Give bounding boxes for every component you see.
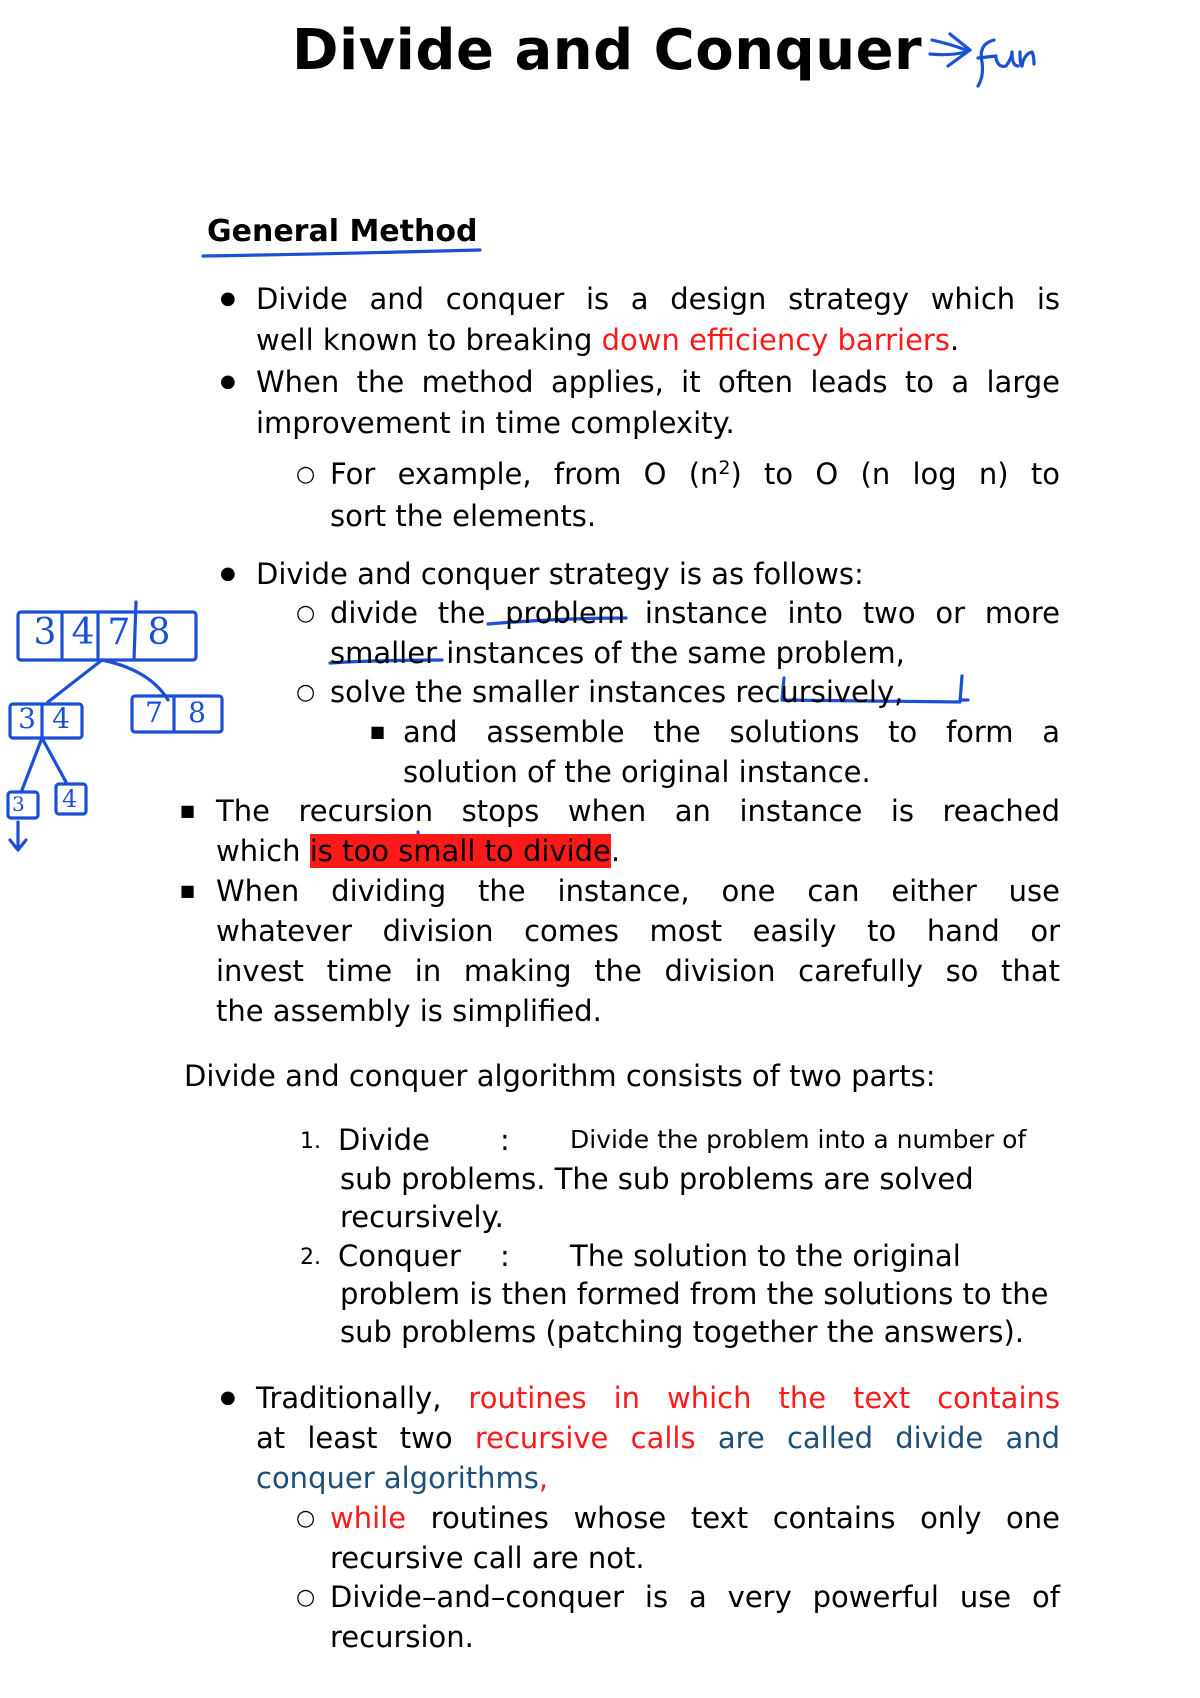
- red-text: recursive calls: [474, 1421, 696, 1455]
- part-desc: Divide the problem into a number of: [570, 1125, 1027, 1154]
- bullet-dot: ●: [220, 288, 236, 309]
- while-line: recursive call are not.: [330, 1541, 645, 1575]
- tree-digit: 7: [107, 612, 131, 653]
- strategy-line: and assemble the solutions to form a: [403, 715, 1060, 749]
- dc-line: recursion.: [330, 1620, 474, 1654]
- blue-text: conquer algorithms: [256, 1461, 539, 1495]
- circle-bullet: ○: [296, 601, 316, 626]
- bullet-line: improvement in time complexity.: [256, 406, 735, 440]
- tree-right-digits: [134, 696, 220, 729]
- part-colon: :: [500, 1123, 510, 1157]
- square-bullet: ■: [180, 881, 196, 900]
- part-number: 2.: [300, 1245, 321, 1270]
- part-name: Divide: [338, 1123, 430, 1157]
- text-span: Traditionally,: [256, 1381, 469, 1415]
- red-text: routines in which the text contains: [468, 1381, 1060, 1415]
- bullet-line: [256, 320, 959, 360]
- red-text: down efficiency barriers: [601, 323, 950, 357]
- tree-leaf-digit: 3: [12, 792, 25, 816]
- section-heading: General Method: [207, 214, 478, 249]
- blue-text: are called divide and: [695, 1421, 1061, 1455]
- heading-underline: [203, 250, 480, 256]
- strategy-line: solve the smaller instances recursively,: [330, 675, 904, 709]
- text-span: For example, from O (n: [330, 457, 719, 491]
- recursion-line: [216, 831, 620, 871]
- text-span: which: [216, 834, 310, 868]
- tree-top-digits: [25, 612, 181, 653]
- part-number: 1.: [300, 1129, 321, 1154]
- parts-intro: Divide and conquer algorithm consists of two parts:: [184, 1059, 936, 1093]
- tree-digit: 7: [145, 696, 163, 729]
- part-line: sub problems (patching together the answers).: [340, 1315, 1024, 1349]
- example-line: sort the elements.: [330, 499, 597, 533]
- example-line: [330, 454, 1060, 494]
- bullet-line: When the method applies, it often leads to a large: [256, 365, 1060, 399]
- tree-left-digits: [12, 702, 80, 735]
- part-line: recursively.: [340, 1200, 504, 1234]
- title-annotation-arrow: [930, 34, 1034, 86]
- tree-digit: 4: [71, 612, 95, 653]
- bullet-line: Divide and conquer is a design strategy which is: [256, 282, 1060, 316]
- tree-digit: 3: [18, 702, 36, 735]
- strategy-line: divide the problem instance into two or more: [330, 596, 1060, 630]
- recursion-line: invest time in making the division carefully so that: [216, 954, 1060, 988]
- text-span: .: [610, 834, 621, 868]
- traditional-line: [256, 1458, 548, 1498]
- tree-digit: 4: [52, 702, 70, 735]
- traditional-line: [256, 1378, 1060, 1418]
- square-bullet: ■: [180, 801, 196, 820]
- part-line: problem is then formed from the solutions to the: [340, 1277, 1049, 1311]
- circle-bullet: ○: [296, 1506, 316, 1531]
- part-desc: The solution to the original: [570, 1239, 961, 1273]
- tree-digit: 3: [33, 612, 57, 653]
- recursion-line: When dividing the instance, one can either use: [216, 874, 1060, 908]
- strategy-line: solution of the original instance.: [403, 755, 871, 789]
- while-line: [330, 1498, 1060, 1538]
- text-span: at least two: [256, 1421, 475, 1455]
- dc-line: Divide–and–conquer is a very powerful use of: [330, 1580, 1060, 1614]
- circle-bullet: ○: [296, 462, 316, 487]
- bullet-dot: ●: [220, 371, 236, 392]
- part-colon: :: [500, 1239, 510, 1273]
- square-bullet: ■: [370, 722, 386, 741]
- part-line: sub problems. The sub problems are solved: [340, 1162, 974, 1196]
- recursion-line: the assembly is simplified.: [216, 994, 602, 1028]
- superscript: 2: [718, 457, 731, 479]
- part-name: Conquer: [338, 1239, 461, 1273]
- tree-digit: 8: [147, 612, 171, 653]
- red-text: ,: [538, 1461, 549, 1495]
- traditional-line: [256, 1418, 1060, 1458]
- text-span: routines whose text contains only one: [406, 1501, 1060, 1535]
- recursion-line: The recursion stops when an instance is reached: [216, 794, 1060, 828]
- bullet-dot: ●: [220, 563, 236, 584]
- text-span: .: [949, 323, 960, 357]
- tree-digit: 8: [188, 696, 206, 729]
- circle-bullet: ○: [296, 1585, 316, 1610]
- tree-leaf-digit: 4: [62, 785, 78, 813]
- strategy-line: smaller instances of the same problem,: [330, 636, 905, 670]
- page-title: Divide and Conquer: [292, 18, 923, 83]
- text-span: well known to breaking: [256, 323, 602, 357]
- text-span: ) to O (n log n) to: [730, 457, 1060, 491]
- recursion-line: whatever division comes most easily to hand or: [216, 914, 1060, 948]
- bullet-line: Divide and conquer strategy is as follows:: [256, 557, 864, 591]
- highlighted-text: is too small to divide: [309, 834, 611, 868]
- red-text: while: [330, 1501, 407, 1535]
- circle-bullet: ○: [296, 680, 316, 705]
- bullet-dot: ●: [220, 1387, 236, 1408]
